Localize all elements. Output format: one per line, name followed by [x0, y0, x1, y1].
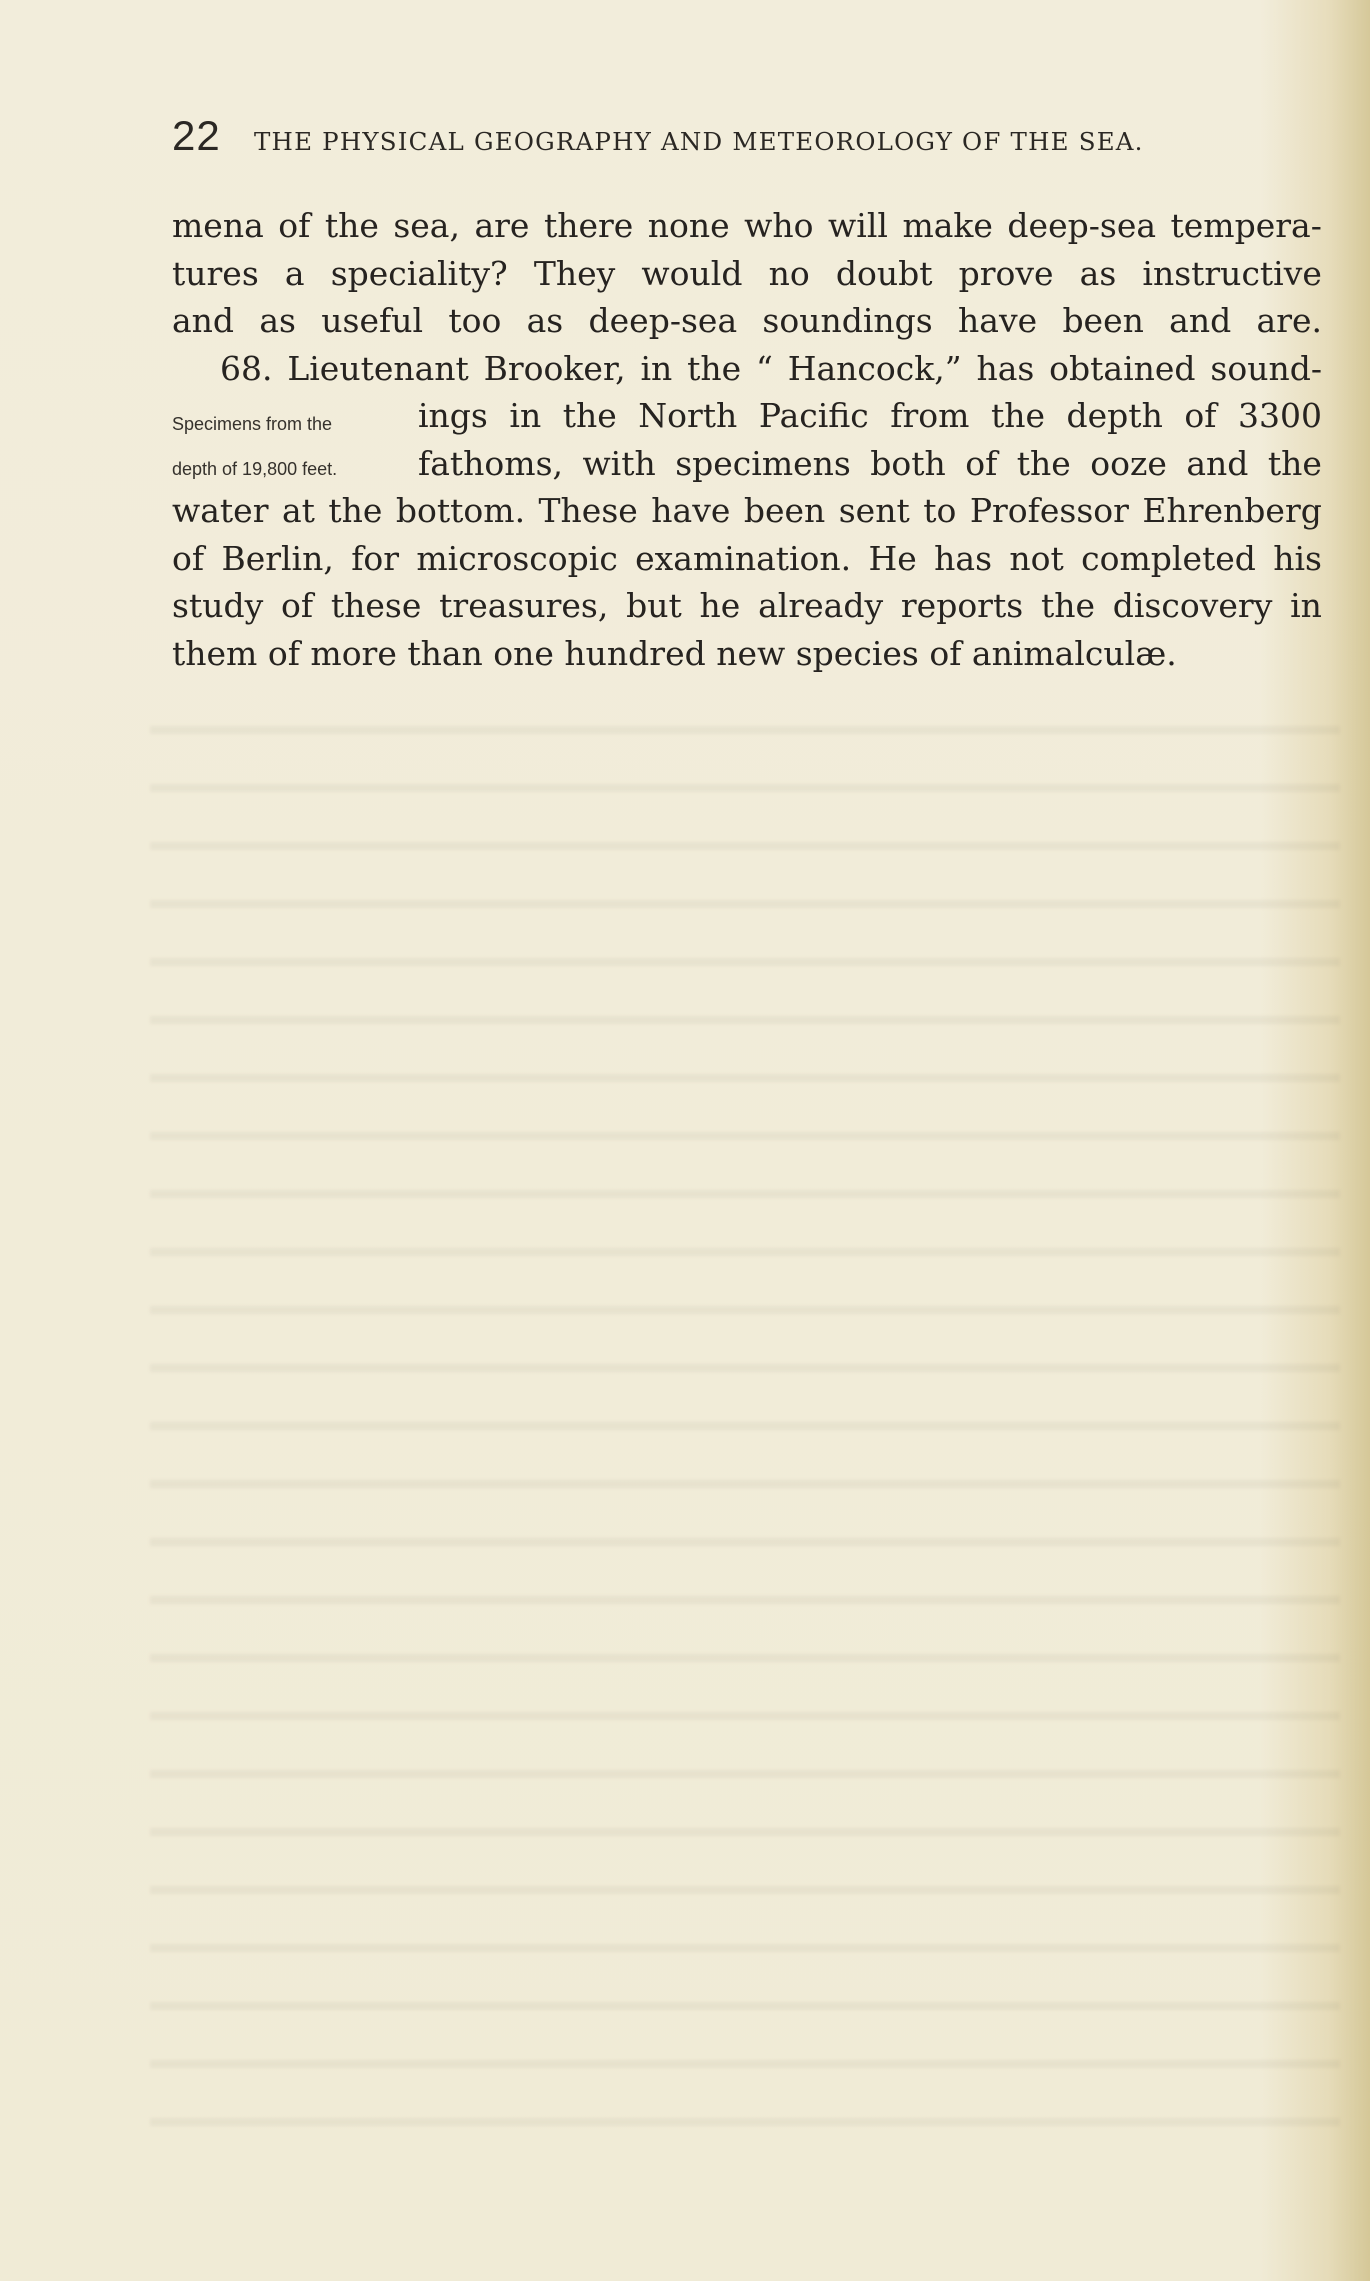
- margin-note-line-2: depth of 19,800 feet.: [172, 459, 338, 479]
- page-header: [172, 112, 1262, 172]
- text-line: fathoms, with specimens both of the ooze and the: [418, 443, 1322, 483]
- text-line: them of more than one hundred new species of animalculæ.: [172, 633, 1177, 673]
- text-line: of Berlin, for microscopic examination. He has not completed his: [172, 538, 1322, 578]
- text-line: water at the bottom. These have been sent to Professor Ehrenberg: [172, 491, 1322, 530]
- body-text: [172, 202, 1322, 677]
- show-through-texture: [150, 690, 1340, 2140]
- text-line: tures a speciality? They would no doubt prove as instructive: [172, 253, 1322, 293]
- running-title: THE PHYSICAL GEOGRAPHY AND METEOROLOGY OF THE SEA.: [254, 127, 1144, 156]
- text-line: ings in the North Pacific from the depth of 3300: [418, 396, 1322, 435]
- paragraph-start-line: 68. Lieutenant Brooker, in the “ Hancock,” has obtained sound-: [220, 348, 1322, 388]
- text-line: and as useful too as deep-sea soundings have been and are.: [172, 301, 1322, 340]
- text-line: study of these treasures, but he already reports the discovery in: [172, 586, 1322, 625]
- margin-note-line-1: Specimens from the: [172, 414, 333, 434]
- text-line: mena of the sea, are there none who will make deep-sea tempera-: [172, 206, 1322, 245]
- page-number: 22: [172, 112, 221, 159]
